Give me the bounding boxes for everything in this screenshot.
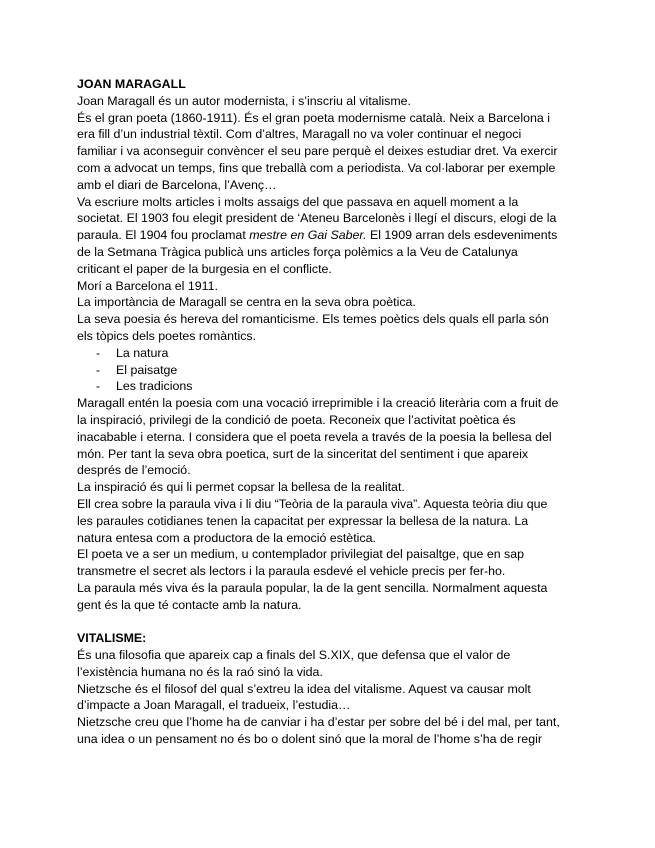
text-line: la inspiració, privilegi de la condició de poeta. Reconeix que l’activitat poètica és bbox=[77, 412, 516, 427]
medium-paragraph bbox=[77, 546, 582, 580]
importance-line: La importància de Maragall se centra en la seva obra poètica. bbox=[77, 295, 416, 310]
text-line: amb el diari de Barcelona, l’Avenç… bbox=[77, 177, 277, 192]
text-line: després de l’emoció. bbox=[77, 463, 191, 478]
text-line: de la Setmana Tràgica publicà uns articles força polèmics a la Veu de Catalunya bbox=[77, 244, 518, 259]
text-line: transmetre el secret als lectors i la paraula esdevé el vehicle precis per fer-ho. bbox=[77, 564, 506, 579]
text-line: era fill d’un industrial tèxtil. Com d’altres, Maragall no va voler continuar el negoci bbox=[77, 127, 522, 142]
text-span: El 1909 arran dels esdeveniments bbox=[366, 228, 558, 243]
text-line: una idea o un pensament no és bo o dolent sinó que la moral de l’home s’ha de regir bbox=[77, 732, 542, 747]
articles-paragraph bbox=[77, 194, 582, 278]
text-line: les paraules cotidianes tenen la capacitat per expressar la bellesa de la natura. La bbox=[77, 513, 529, 528]
italic-title: mestre en Gai Saber. bbox=[249, 228, 367, 243]
text-line: familiar i va aconseguir convèncer el seu pare perquè el deixes estudiar dret. Va exercir bbox=[77, 144, 558, 159]
paraula-viva-paragraph bbox=[77, 496, 582, 546]
text-line: món. Per tant la seva obra poetica, surt de la sinceritat del sentiment i que apareix bbox=[77, 446, 529, 461]
text-line: natura entesa com a productora de la emoció estètica. bbox=[77, 530, 376, 545]
intro-line: Joan Maragall és un autor modernista, i s’inscriu al vitalisme. bbox=[77, 93, 412, 108]
topics-list bbox=[77, 345, 582, 395]
text-line: La paraula més viva és la paraula popular, la de la gent sencilla. Normalment aquesta bbox=[77, 580, 548, 595]
vocation-paragraph bbox=[77, 395, 582, 479]
biography-paragraph bbox=[77, 110, 582, 194]
text-line: És una filosofia que apareix cap a finals del S.XIX, que defensa que el valor de bbox=[77, 648, 511, 663]
text-line: inacabable i eterna. I considera que el poeta revela a través de la poesia la bellesa del bbox=[77, 429, 552, 444]
text-line: És el gran poeta (1860-1911). És el gran poeta modernisme català. Neix a Barcelona i bbox=[77, 110, 550, 125]
text-line: Nietzsche creu que l’home ha de canviar i ha d’estar per sobre del bé i del mal, per tant, bbox=[77, 715, 560, 730]
list-item: - El paisatge bbox=[77, 362, 582, 379]
text-line bbox=[77, 227, 582, 244]
death-line: Morí a Barcelona el 1911. bbox=[77, 278, 218, 293]
inspiration-line: La inspiració és qui li permet copsar la bellesa de la realitat. bbox=[77, 480, 405, 495]
text-line: els tòpics dels poetes romàntics. bbox=[77, 328, 257, 343]
text-line: societat. El 1903 fou elegit president de ‘Ateneu Barcelonès i llegí el discurs, elogi de la bbox=[77, 211, 557, 226]
text-line: criticant el paper de la burgesia en el conflicte. bbox=[77, 261, 332, 276]
text-line: Ell crea sobre la paraula viva i li diu “Teòria de la paraula viva”. Aquesta teòria diu que bbox=[77, 496, 548, 511]
section-heading-vitalisme: VITALISME: bbox=[77, 631, 147, 646]
text-line: gent és la que té contacte amb la natura. bbox=[77, 597, 302, 612]
document-body bbox=[77, 76, 582, 748]
text-line: El poeta ve a ser un medium, u contemplador privilegiat del paisaltge, que en sap bbox=[77, 547, 525, 562]
text-line: d’impacte a Joan Maragall, el tradueix, l’estudia… bbox=[77, 698, 351, 713]
section-heading-maragall: JOAN MARAGALL bbox=[77, 77, 186, 91]
text-span: paraula. El 1904 fou proclamat bbox=[77, 228, 250, 243]
list-item: - La natura bbox=[77, 345, 582, 362]
blank-line bbox=[77, 614, 582, 631]
text-line: com a advocat un temps, fins que treballà com a periodista. Va col·laborar per exemple bbox=[77, 160, 556, 175]
text-line: La seva poesia és hereva del romanticisme. Els temes poètics dels quals ell parla són bbox=[77, 312, 549, 327]
text-line: l’existència humana no és la raó sinó la vida. bbox=[77, 664, 323, 679]
text-line: Va escriure molts articles i molts assaigs del que passava en aquell moment a la bbox=[77, 194, 519, 209]
text-line: Maragall entén la poesia com una vocació irreprimible i la creació literària com a fruit de bbox=[77, 396, 559, 411]
list-item: - Les tradicions bbox=[77, 378, 582, 395]
text-line: Nietzsche és el filosof del qual s’extreu la idea del vitalisme. Aquest va causar molt bbox=[77, 681, 531, 696]
popular-paragraph bbox=[77, 580, 582, 614]
